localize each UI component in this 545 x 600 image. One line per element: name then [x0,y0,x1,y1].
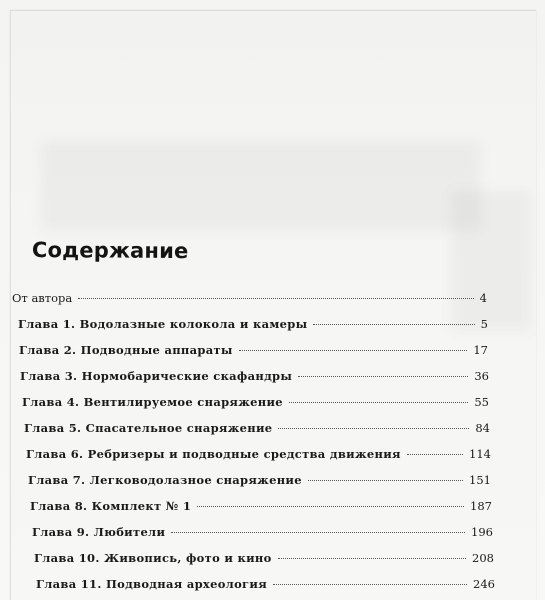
toc-entry [19,343,488,357]
dot-leader [273,584,467,585]
toc-entry-page-number: 114 [469,447,491,461]
toc-entry-title: Глава 5. Спасательное снаряжение [24,421,273,435]
toc-entry [36,577,495,591]
toc-entry [26,447,491,461]
toc-entry-page-number: 55 [474,395,489,409]
toc-entry [22,395,489,409]
toc-entry-title: Глава 1. Водолазные колокола и камеры [18,317,308,331]
toc-entry [24,421,490,435]
dot-leader [313,324,474,325]
toc-entry-page-number: 208 [472,551,494,565]
toc-entry-title: Глава 4. Вентилируемое снаряжение [22,395,283,409]
dot-leader [308,480,463,481]
toc-entry-title: Глава 2. Подводные аппараты [19,343,233,357]
toc-entry [32,525,493,539]
toc-entry-title: Глава 11. Подводная археология [36,577,268,591]
toc-entry [28,473,491,487]
toc-entry-page-number: 151 [469,473,491,487]
toc-entry-page-number: 196 [471,525,493,539]
toc-entry [20,369,489,383]
toc-entry [18,317,488,331]
toc-entry-page-number: 5 [480,317,488,331]
toc-entry [30,499,492,513]
toc-entry-title: Глава 3. Нормобарические скафандры [20,369,293,383]
toc-entry-page-number: 36 [474,369,489,383]
page-title: Содержание [31,238,189,264]
toc-entry-page-number: 187 [470,499,492,513]
toc-entry [34,551,494,565]
toc-entry-page-number: 4 [479,291,487,305]
dot-leader [289,402,468,403]
dot-leader [278,558,466,559]
dot-leader [239,350,468,351]
dot-leader [197,506,464,507]
dot-leader [407,454,463,455]
dot-leader [78,298,473,299]
toc-entry-title: Глава 7. Легководолазное снаряжение [28,473,302,487]
toc-entry-page-number: 84 [475,421,490,435]
toc-entry-page-number: 17 [473,343,488,357]
toc-entry-title: От автора [12,291,73,305]
toc-entry-title: Глава 9. Любители [32,525,166,539]
dot-leader [171,532,465,533]
toc-entry-title: Глава 6. Ребризеры и подводные средства движения [26,447,401,461]
toc-entry-title: Глава 8. Комплект № 1 [30,499,192,513]
toc-entry [12,291,487,305]
toc-entry-title: Глава 10. Живопись, фото и кино [34,551,272,565]
toc-entry-page-number: 246 [473,577,495,591]
dot-leader [278,428,469,429]
dot-leader [298,376,468,377]
